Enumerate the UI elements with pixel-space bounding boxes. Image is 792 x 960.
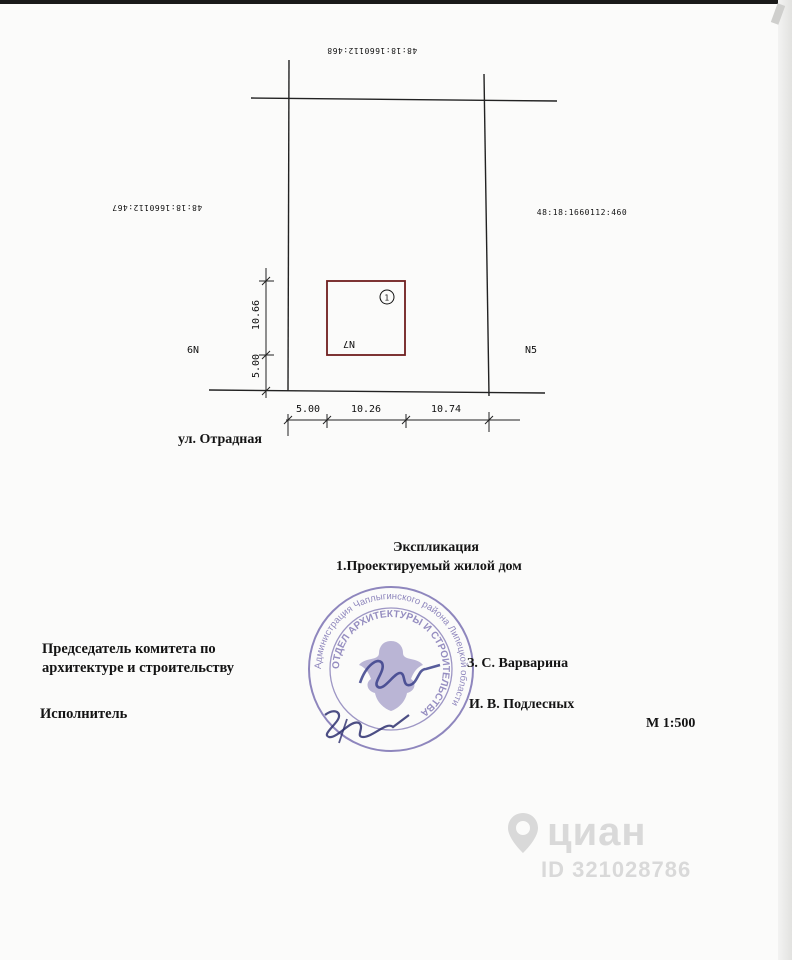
house-number-west: N9: [186, 343, 200, 354]
house-footprint: [327, 281, 405, 355]
explication-title: Экспликация: [393, 540, 479, 555]
east-boundary: [484, 74, 489, 396]
cian-watermark: [505, 810, 691, 883]
coat-of-arms-emblem: [359, 641, 423, 711]
official-stamp: [305, 583, 477, 755]
chair-name: З. С. Варварина: [467, 656, 569, 671]
house-number-east: N5: [524, 345, 538, 356]
street-name: ул. Отрадная: [178, 432, 262, 447]
north-boundary: [251, 98, 557, 101]
performer-label: Исполнитель: [40, 706, 128, 722]
dim-front-setback: 5.00: [295, 404, 321, 415]
watermark-brand: [505, 810, 691, 855]
south-boundary: [209, 390, 545, 393]
dim-side-setback: 5.00: [251, 353, 262, 379]
dim-house-depth: 10.66: [251, 299, 262, 331]
stamp-ring-text: Администрация Чаплыгинского района Липецкой области: [312, 590, 470, 708]
explication-item: 1.Проектируемый жилой дом: [336, 559, 522, 574]
lot-number: N7: [342, 338, 356, 349]
parcel-boundary-lines: [209, 60, 557, 396]
parcel-label-east: 48:18:1660112:460: [536, 208, 628, 217]
stamp-inner-text: ОТДЕЛ АРХИТЕКТУРЫ И СТРОИТЕЛЬСТВА: [330, 608, 452, 719]
location-pin-icon: [505, 811, 541, 855]
house-outline-ink: [327, 281, 405, 355]
parcel-label-north: 48:18:1660112:468: [326, 46, 418, 55]
dim-right: 10.74: [430, 404, 462, 415]
drawing-scale: М 1:500: [646, 716, 696, 731]
watermark-brand-text: циан: [547, 810, 647, 854]
dim-house-width: 10.26: [350, 404, 382, 415]
west-boundary: [288, 60, 289, 391]
building-marker-number: 1: [384, 293, 390, 303]
watermark-id: ID 321028786: [541, 857, 692, 882]
chair-title-line2: архитектуре и строительству: [42, 660, 235, 676]
chair-title-line1: Председатель комитета по: [42, 641, 216, 657]
performer-signature: [325, 711, 409, 737]
performer-name: И. В. Подлесных: [469, 697, 575, 712]
parcel-label-west: 48:18:1660112:467: [111, 203, 203, 212]
